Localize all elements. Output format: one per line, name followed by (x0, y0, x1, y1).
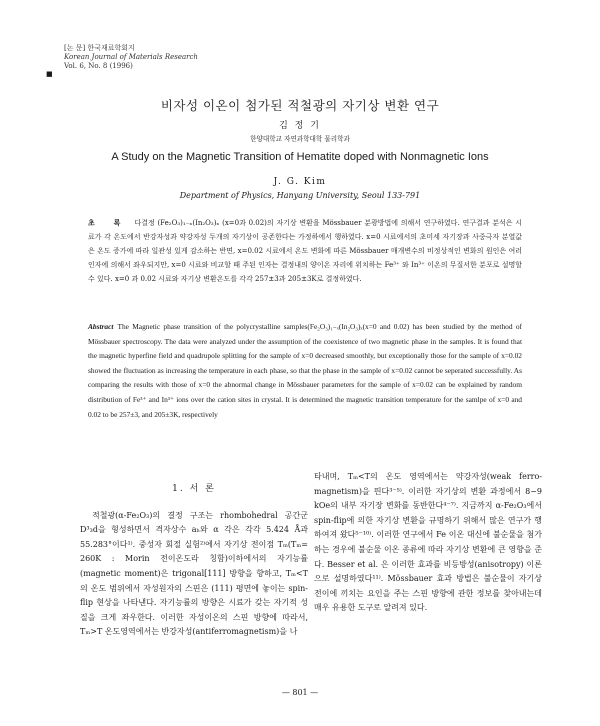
body-column-left (80, 478, 308, 640)
journal-line-2: Korean Journal of Materials Research (64, 53, 198, 61)
korean-title: 비자성 이온이 첨가된 적철광의 자기상 변환 연구 (160, 98, 440, 113)
margin-mark-icon: ■ (46, 70, 53, 78)
english-affiliation: Department of Physics, Hanyang University, Seoul 133-791 (179, 191, 421, 200)
korean-abstract (88, 216, 522, 286)
intro-paragraph-right: 타내며, Tₘ<T의 온도 영역에서는 약강자성(weak ferro-magnetism)을 띈다³⁻⁵⁾. 이러한 자기상의 변환 과정에서 8~9 kOe의 내부 자기장 변화를 동반한다⁴⁻⁷⁾. 지금까지 α-Fe₂O₃에서 spin-flip에 의한 자기상 변환을 규명하기 위해서 많은 연구가 행하여져 왔다⁵⁻¹⁰⁾. 이러한 연구에서 Fe 이온 대신에 불순물을 첨가하는 경우에 불순물 이온 종류에 따라 자기상 변환에 큰 영향을 준다. Besser et al. 은 이러한 효과를 비등방성(anisotropy) 이론으로 설명하였다¹¹⁾. Mössbauer 효과 방법은 불순물이 자기상 전이에 끼치는 요인을 주는 스핀 방향에 관한 정보를 찾아내는데 매우 유용한 도구로 알려져 있다. (314, 472, 542, 613)
korean-author: 김 정 기 (279, 121, 321, 131)
korean-abstract-label: 초 록 (88, 218, 129, 227)
english-abstract-text: The Magnetic phase transition of the polycrystalline samples(Fe₂O₃)₁₋ₓ(In₂O₃)ₓ(x=0 and 0.02) has been studied by the method of Mössbauer spectroscopy. The data were analyzed under the assumption of the coexistence of two magnetic phase in the samples. It is found that the magnetic hyperfine field and quadrupole splitting for the sample of x=0 decreased smoothly, but exceptionally those for the sample of x=0.02 showed the fluctuation as increasing the temperature in each phase, so that the phase in the sample of x=0.02 cannot be seperated successfully. As comparing the results with those of x=0 the abnormal change in Mössbauer parameters for the sample of x=0.02 can be explained by random distribution of Fe³⁺ and In³⁺ ions over the cation sites in crystal. It is determined the magnetic transition temperature for the samlpe of x=0 and 0.02 to be 257±3, and 205±3K, respectively (88, 322, 522, 419)
section-heading: 1. 서 론 (172, 484, 216, 494)
english-abstract (88, 320, 522, 422)
english-author: J. G. Kim (273, 177, 327, 187)
english-abstract-label: Abstract (88, 322, 114, 331)
body-column-right (314, 470, 542, 616)
korean-abstract-text: 다결정 (Fe₂O₃)₁₋ₓ(In₂O₃)ₓ (x=0과 0.02)의 자기상 변환을 Mössbauer 분광방법에 의해서 연구하였다. 연구결과 분석은 시료가 각 온도에서 반강자성과 약강자성 두개의 자기상이 공존한다는 가정하에서 행하였다. x=0 시료에서의 초미세 자기장과 사중극자 분열값은 온도 증가에 따라 일관성 있게 감소하는 반면, x=0.02 시료에서 온도 변화에 따른 Mössbauer 매개변수의 비정상적인 변화의 원인은 여러인자에 의해서 좌우되지만, x=0 시료와 비교할 때 주된 인자는 결정내의 양이온 자리에 위치하는 Fe³⁺ 와 In³⁺ 이온의 무질서한 분포로 설명할 수 있다. x=0 과 0.02 시료와 자기상 변환온도를 각각 257±3과 205±3K로 결정하였다. (88, 219, 523, 283)
journal-line-3: Vol. 6, No. 8 (1996) (64, 62, 133, 70)
korean-affiliation: 한양대학교 자연과학대학 물리학과 (250, 135, 350, 143)
english-title: A Study on the Magnetic Transition of Hematite doped with Nonmagnetic Ions (111, 151, 489, 163)
page-number: — 801 — (281, 688, 319, 697)
intro-paragraph-left: 적철광(α-Fe₂O₃)의 결정 구조는 rhombohedral 공간군 D³₃d을 형성하면서 격자상수 aₕ와 α 각은 각각 5.424 Å과 55.283°이다¹⁾. 중성자 회절 실험²⁾에서 자기상 전이점 Tₘ(Tₘ= 260K : Morin 전이온도라 칭함)이하에서의 자기능률(magnetic moment)은 trigonal[111] 방향을 향하고, Tₘ<T의 온도 범위에서 자성원자의 스핀은 (111) 평면에 놓이는 spin-flip 현상을 나타낸다. 자기능률의 방향은 시료가 갖는 자기적 성질을 크게 좌우한다. 이러한 자성이온의 스핀 방향에 따라서, Tₘ>T 온도영역에서는 반강자성(antiferromagnetism)을 나 (80, 510, 308, 637)
journal-header (64, 44, 198, 71)
journal-line-1: [논 문] 한국재료학회지 (64, 44, 135, 52)
